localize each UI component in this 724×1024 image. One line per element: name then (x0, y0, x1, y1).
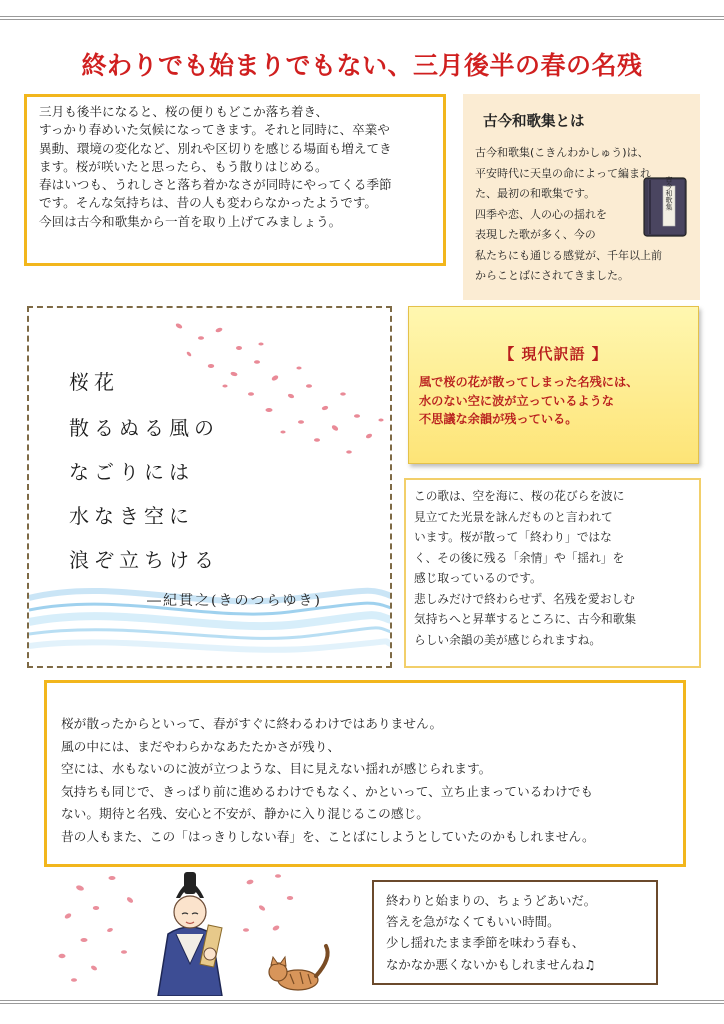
poet-figure (158, 872, 222, 996)
modern-translation-heading: 【 現代訳語 】 (499, 345, 608, 363)
closing-message-body: 終わりと始まりの、ちょうどあいだ。 答えを急がなくてもいい時間。 少し揺れたまま季節を味わう春も、 なかなか悪くないかもしれませんね (386, 893, 597, 972)
modern-translation-text: 風で桜の花が散ってしまった名残には、 水のない空に波が立っているような 不思議な余韻が残っている。 (419, 375, 639, 426)
kokinshu-heading: 古今和歌集とは (483, 114, 585, 130)
modern-translation-box (408, 306, 699, 464)
poem-decoration (29, 308, 391, 668)
poem-line-4: 水なき空に (69, 504, 194, 528)
reflection-text: 桜が散ったからといって、春がすぐに終わるわけではありません。 風の中には、まだやわらかなあたたかさが残り、 空には、水もないのに波が立つような、目に見えない揺れが感じられます。 気持ちも同じで、きっぱり前に進めるわけでもなく、かといって、立ち止まっているわけでも ない。期待と名残、安心と不安が、静かに入り混じるこの感じ。 昔の人もまた、この「はっきりしない春」を、ことばにしようとしていたのかもしれません。 (61, 716, 595, 844)
kokinshu-info-box (463, 94, 700, 300)
poem-author: ―紀貫之(きのつらゆき) (147, 593, 322, 609)
poem-line-2: 散るぬる風の (69, 416, 219, 440)
closing-message-box (372, 880, 658, 985)
poem-panel (27, 306, 392, 668)
poem-line-5: 浪ぞ立ちける (69, 548, 219, 572)
book-label: 古今和歌集 (665, 176, 673, 211)
page-title: 終わりでも始まりでもない、三月後半の春の名残 (81, 51, 643, 80)
bottom-double-rule (0, 1000, 724, 1004)
poem-explanation-box (404, 478, 701, 668)
cat-figure (269, 946, 328, 990)
music-note-icon: ♫ (584, 956, 596, 972)
kokinshu-text: 古今和歌集(こきんわかしゅう)は、 平安時代に天皇の命によって編まれ た、最初の和歌集です。 四季や恋、人の心の揺れを 表現した歌が多く、今の 私たちにも通じる感覚が、千年以上前 からことばにされてきました。 (475, 146, 662, 282)
poem-line-3: なごりには (69, 460, 194, 484)
reflection-box (44, 680, 686, 867)
poem-line-1: 桜花 (69, 370, 119, 394)
top-double-rule (0, 16, 724, 20)
intro-text: 三月も後半になると、桜の便りもどこか落ち着き、 すっかり春めいた気候になってきます。それと同時に、卒業や 異動、環境の変化など、別れや区切りを感じる場面も増えてき ます。桜が咲いたと思ったら、もう散りはじめる。 春はいつも、うれしさと落ち着かなさが同時にやってくる季節 です。そんな気持ちは、昔の人も変わらなかったようです。 今回は古今和歌集から一首を取り上げてみましょう。 (39, 104, 392, 229)
poem-explanation-text: この歌は、空を海に、桜の花びらを波に 見立てた光景を詠んだものと言われて います。桜が散って「終わり」ではな く、その後に残る「余情」や「揺れ」を 感じ取っているのです。 悲しみだけで終わらせず、名残を愛おしむ 気持ちへと昇華するところに、古今和歌集 らしい余韻の美が感じられますね。 (414, 489, 637, 647)
intro-box (24, 94, 446, 266)
closing-message-text (386, 890, 644, 975)
poet-illustration (50, 868, 350, 996)
